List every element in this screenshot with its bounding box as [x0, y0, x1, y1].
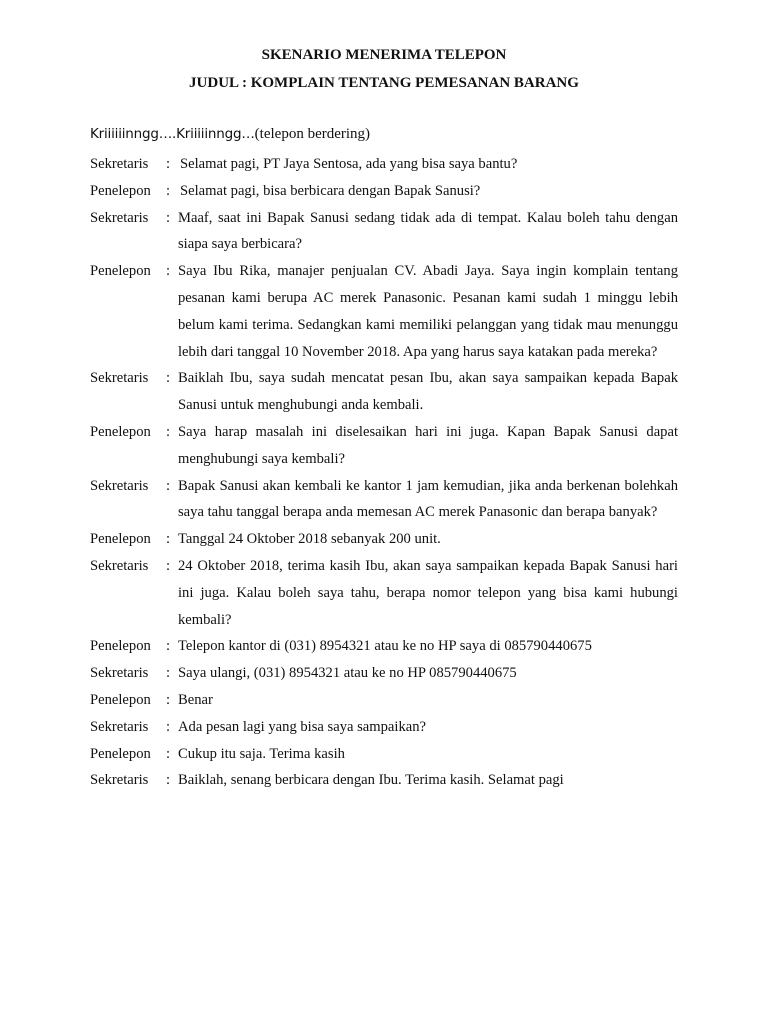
speaker-colon: :: [165, 370, 171, 387]
dialog-text: 24 Oktober 2018, terima kasih Ibu, akan saya sampaikan kepada Bapak Sanusi hari ini juga. Kalau boleh saya tahu, berapa nomor telepon yang bisa kami hubungi kembali?: [178, 557, 678, 628]
speaker-name: Penelepon: [90, 423, 151, 440]
speaker-name: Sekretaris: [90, 772, 149, 789]
dialog-text: Maaf, saat ini Bapak Sanusi sedang tidak ada di tempat. Kalau boleh tahu dengan siapa saya berbicara?: [178, 209, 678, 253]
ring-note: (telepon berdering): [254, 126, 371, 142]
dialog-line: [90, 741, 678, 768]
speaker-name: Sekretaris: [90, 477, 149, 494]
dialog-line: [90, 660, 678, 687]
speaker-colon: :: [165, 477, 171, 494]
dialog-text: Baiklah, senang berbicara dengan Ibu. Terima kasih. Selamat pagi: [178, 772, 564, 789]
speaker-colon: :: [165, 691, 171, 708]
dialog-line: [90, 151, 678, 178]
speaker-colon: :: [165, 209, 171, 226]
speaker-colon: :: [165, 531, 171, 548]
speaker-colon: :: [165, 263, 171, 280]
dialog-line: [90, 687, 678, 714]
ring-line: [90, 124, 370, 144]
dialog-text: Ada pesan lagi yang bisa saya sampaikan?: [178, 718, 427, 735]
dialog-line: [90, 178, 678, 205]
speaker-name: Penelepon: [90, 182, 151, 199]
speaker-name: Sekretaris: [90, 156, 149, 172]
speaker-name: Sekretaris: [90, 557, 149, 574]
dialog-text: Baiklah Ibu, saya sudah mencatat pesan Ibu, akan saya sampaikan kepada Bapak Sanusi untuk menghubungi anda kembali.: [178, 370, 678, 414]
speaker-name: Sekretaris: [90, 665, 149, 682]
dialog-line: [90, 714, 678, 741]
dialog-line: [90, 473, 678, 527]
dialog-text: Saya harap masalah ini diselesaikan hari ini juga. Kapan Bapak Sanusi dapat menghubungi saya kembali?: [178, 423, 678, 467]
dialog-text: Bapak Sanusi akan kembali ke kantor 1 jam kemudian, jika anda berkenan bolehkah saya tahu tanggal berapa anda memesan AC merek Panasonic dan berapa banyak?: [178, 477, 678, 521]
dialog-line: [90, 205, 678, 259]
dialog-line: [90, 767, 678, 794]
dialog-text: Saya ulangi, (031) 8954321 atau ke no HP 085790440675: [178, 665, 517, 682]
dialog-list: [90, 151, 678, 794]
dialog-line: [90, 633, 678, 660]
speaker-colon: :: [165, 772, 171, 789]
speaker-colon: :: [165, 638, 171, 655]
speaker-name: Penelepon: [90, 691, 151, 708]
speaker-name: Sekretaris: [90, 209, 149, 226]
dialog-line: [90, 365, 678, 419]
dialog-text: Benar: [178, 691, 213, 708]
speaker-name: Sekretaris: [90, 718, 149, 735]
speaker-name: Penelepon: [90, 263, 151, 280]
speaker-colon: :: [165, 423, 171, 440]
speaker-colon: :: [165, 182, 171, 199]
dialog-text: Selamat pagi, bisa berbicara dengan Bapak Sanusi?: [180, 182, 481, 199]
dialog-line: [90, 553, 678, 633]
speaker-colon: :: [165, 156, 171, 172]
dialog-text: Cukup itu saja. Terima kasih: [178, 745, 345, 762]
document-subtitle: JUDUL : KOMPLAIN TENTANG PEMESANAN BARANG: [189, 75, 579, 91]
dialog-text: Saya Ibu Rika, manajer penjualan CV. Abadi Jaya. Saya ingin komplain tentang pesanan kami berupa AC merek Panasonic. Pesanan kami sudah 1 minggu lebih belum kami terima. Sedangkan kami memiliki pelanggan yang tidak mau menunggu lebih dari tanggal 10 November 2018. Apa yang harus saya katakan pada mereka?: [178, 263, 678, 360]
dialog-line: [90, 258, 678, 365]
document-title: SKENARIO MENERIMA TELEPON: [261, 47, 507, 63]
dialog-line: [90, 419, 678, 473]
dialog-line: [90, 526, 678, 553]
speaker-name: Sekretaris: [90, 370, 149, 387]
speaker-colon: :: [165, 665, 171, 682]
speaker-colon: :: [165, 557, 171, 574]
speaker-name: Penelepon: [90, 638, 151, 655]
dialog-text: Tanggal 24 Oktober 2018 sebanyak 200 unit.: [178, 531, 441, 548]
dialog-text: Telepon kantor di (031) 8954321 atau ke no HP saya di 085790440675: [178, 638, 592, 655]
speaker-name: Penelepon: [90, 531, 151, 548]
speaker-colon: :: [165, 745, 171, 762]
speaker-name: Penelepon: [90, 745, 151, 762]
speaker-colon: :: [165, 718, 171, 735]
dialog-text: Selamat pagi, PT Jaya Sentosa, ada yang bisa saya bantu?: [180, 156, 518, 172]
ring-sound: Kriiiiiinngg….Kriiiiinngg…: [90, 126, 255, 142]
